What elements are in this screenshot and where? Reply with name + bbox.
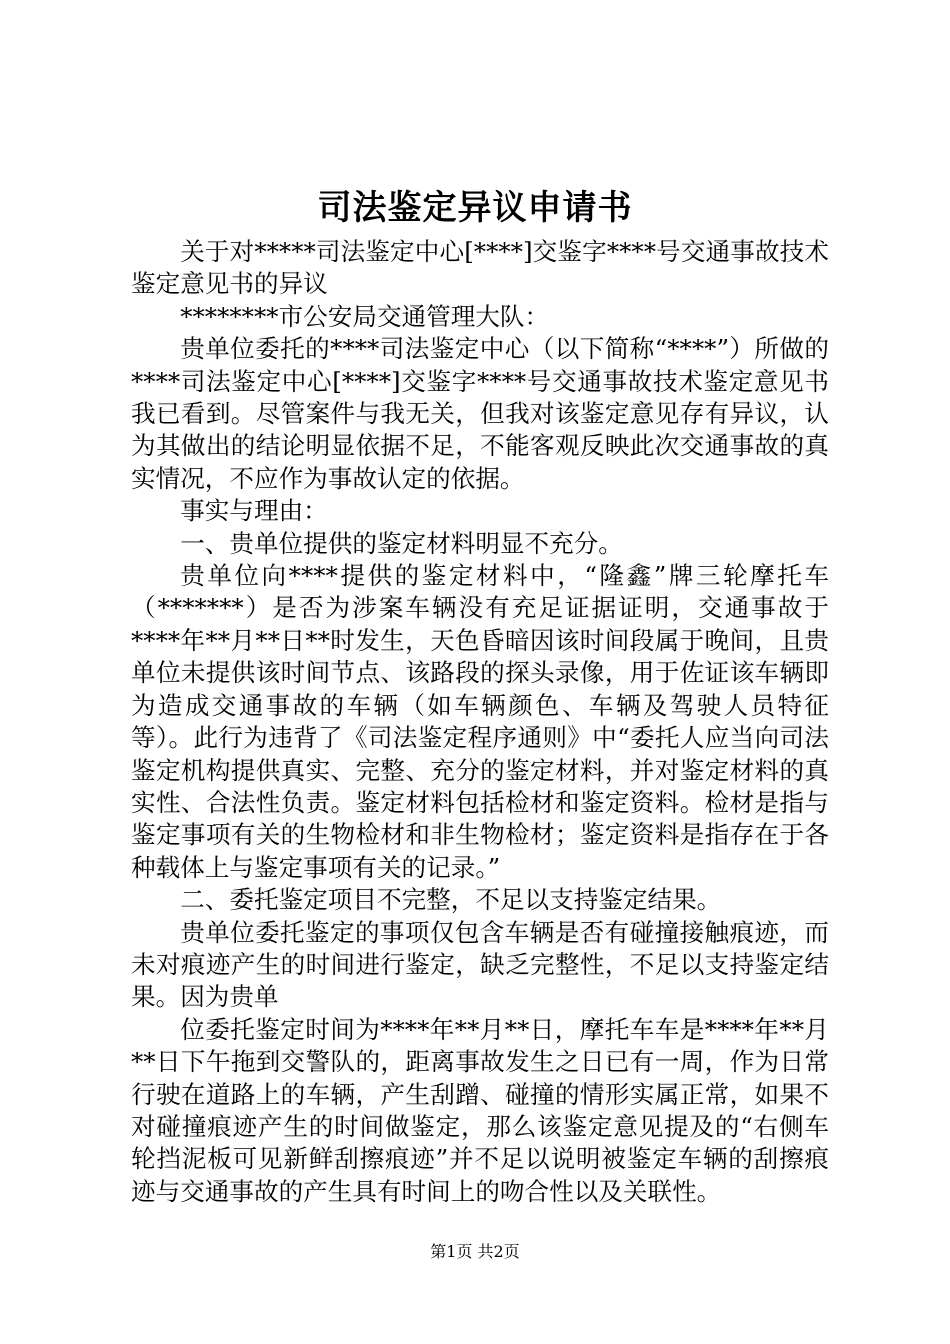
paragraph-addressee: ********市公安局交通管理大队： — [180, 301, 550, 331]
document-body — [131, 236, 829, 1208]
page-number-footer: 第1页 共2页 — [430, 1242, 520, 1261]
paragraph-point-two-body: 贵单位委托鉴定的事项仅包含车辆是否有碰撞接触痕迹，而未对痕迹产生的时间进行鉴定，缺乏完整性，不足以支持鉴定结果。因为贵单 — [131, 917, 829, 1012]
paragraph-point-one-body: 贵单位向****提供的鉴定材料中，“隆鑫”牌三轮摩托车（*******）是否为涉案车辆没有充足证据证明，交通事故于****年**月**日**时发生，天色昏暗因该时间段属于晚间，且贵单位未提供该时间节点、该路段的探头录像，用于佐证该车辆即为造成交通事故的车辆（如车辆颜色、车辆及驾驶人员特征等）。此行为违背了《司法鉴定程序通则》中“委托人应当向司法鉴定机构提供真实、完整、充分的鉴定材料，并对鉴定材料的真实性、合法性负责。鉴定材料包括检材和鉴定资料。检材是指与鉴定事项有关的生物检材和非生物检材；鉴定资料是指存在于各种载体上与鉴定事项有关的记录。” — [131, 561, 829, 882]
paragraph-point-two-heading: 二、委托鉴定项目不完整，不足以支持鉴定结果。 — [180, 885, 722, 915]
paragraph-facts-heading: 事实与理由： — [180, 496, 328, 526]
paragraph-subject: 关于对*****司法鉴定中心[****]交鉴字****号交通事故技术鉴定意见书的异议 — [131, 237, 829, 299]
paragraph-point-one-heading: 一、贵单位提供的鉴定材料明显不充分。 — [180, 528, 623, 558]
paragraph-point-two-continued: 位委托鉴定时间为****年**月**日，摩托车车是****年**月**日下午拖到交警队的，距离事故发生之日已有一周，作为日常行驶在道路上的车辆，产生刮蹭、碰撞的情形实属正常，如果不对碰撞痕迹产生的时间做鉴定，那么该鉴定意见提及的“右侧车轮挡泥板可见新鲜刮擦痕迹”并不足以说明被鉴定车辆的刮擦痕迹与交通事故的产生具有时间上的吻合性以及关联性。 — [131, 1014, 829, 1206]
paragraph-intro: 贵单位委托的****司法鉴定中心（以下简称“****”）所做的****司法鉴定中心[****]交鉴字****号交通事故技术鉴定意见书我已看到。尽管案件与我无关，但我对该鉴定意见存有异议，认为其做出的结论明显依据不足，不能客观反映此次交通事故的真实情况，不应作为事故认定的依据。 — [131, 334, 829, 493]
document-title: 司法鉴定异议申请书 — [317, 188, 633, 228]
